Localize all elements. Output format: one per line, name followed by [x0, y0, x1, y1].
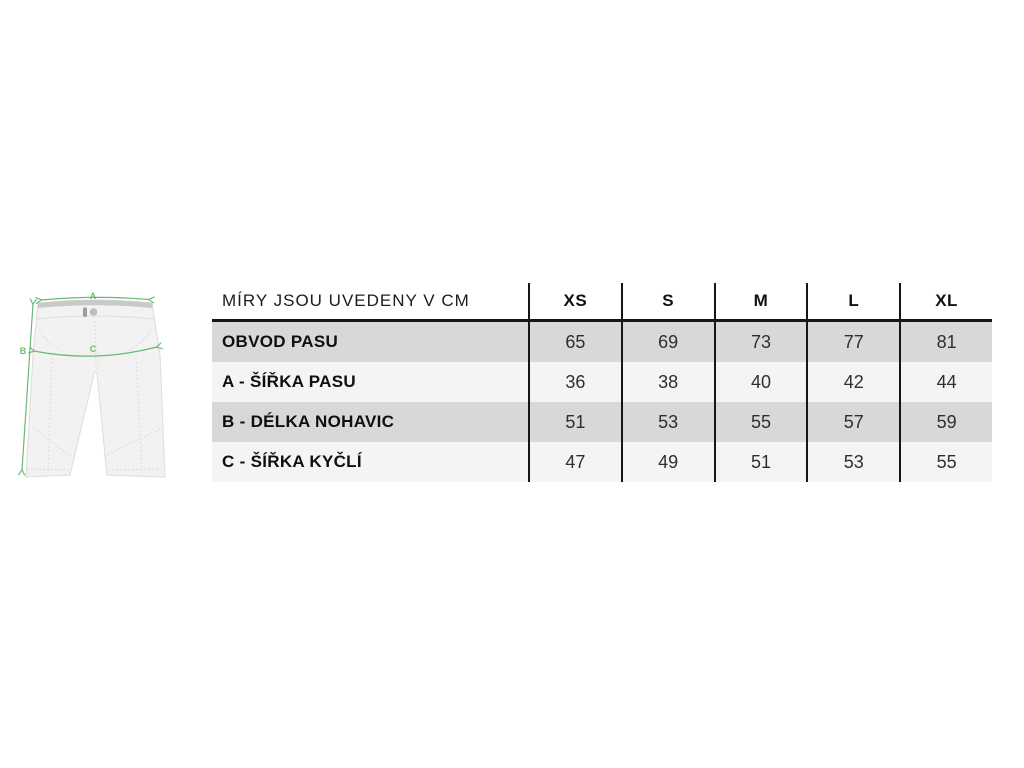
measure-label-b: B — [19, 346, 27, 356]
table-cell: 55 — [899, 442, 992, 482]
table-cell: 38 — [621, 362, 714, 402]
row-label: C - ŠÍŘKA KYČLÍ — [222, 452, 362, 471]
measure-label-c: C — [89, 344, 97, 354]
table-cell: 51 — [528, 402, 621, 442]
column-header-s: S — [621, 283, 714, 319]
table-cell: 57 — [806, 402, 899, 442]
size-chart-table — [212, 283, 992, 482]
table-cell: 69 — [621, 322, 714, 362]
table-cell: 47 — [528, 442, 621, 482]
column-header-xl: XL — [899, 283, 992, 319]
table-cell: 49 — [621, 442, 714, 482]
table-cell: 65 — [528, 322, 621, 362]
shorts-diagram — [8, 286, 178, 486]
row-label: B - DÉLKA NOHAVIC — [222, 412, 395, 431]
table-row-obvod-pasu — [212, 322, 992, 362]
table-cell: 73 — [714, 322, 807, 362]
table-cell: 40 — [714, 362, 807, 402]
table-cell: 59 — [899, 402, 992, 442]
row-label: OBVOD PASU — [222, 332, 339, 351]
table-cell: 53 — [621, 402, 714, 442]
table-cell: 42 — [806, 362, 899, 402]
buttonhole — [83, 308, 87, 318]
column-header-xs: XS — [528, 283, 621, 319]
table-caption: MÍRY JSOU UVEDENY V CM — [222, 291, 470, 310]
shorts-illustration — [26, 300, 165, 477]
table-header-row — [212, 283, 992, 322]
table-cell: 77 — [806, 322, 899, 362]
table-cell: 81 — [899, 322, 992, 362]
row-label: A - ŠÍŘKA PASU — [222, 372, 356, 391]
table-cell: 55 — [714, 402, 807, 442]
table-cell: 36 — [528, 362, 621, 402]
table-cell: 53 — [806, 442, 899, 482]
table-cell: 51 — [714, 442, 807, 482]
button — [90, 308, 98, 316]
column-header-l: L — [806, 283, 899, 319]
column-header-m: M — [714, 283, 807, 319]
measure-label-a: A — [89, 291, 97, 301]
table-cell: 44 — [899, 362, 992, 402]
table-row-delka-nohavic — [212, 402, 992, 442]
table-row-sirka-kycli — [212, 442, 992, 482]
table-row-sirka-pasu — [212, 362, 992, 402]
